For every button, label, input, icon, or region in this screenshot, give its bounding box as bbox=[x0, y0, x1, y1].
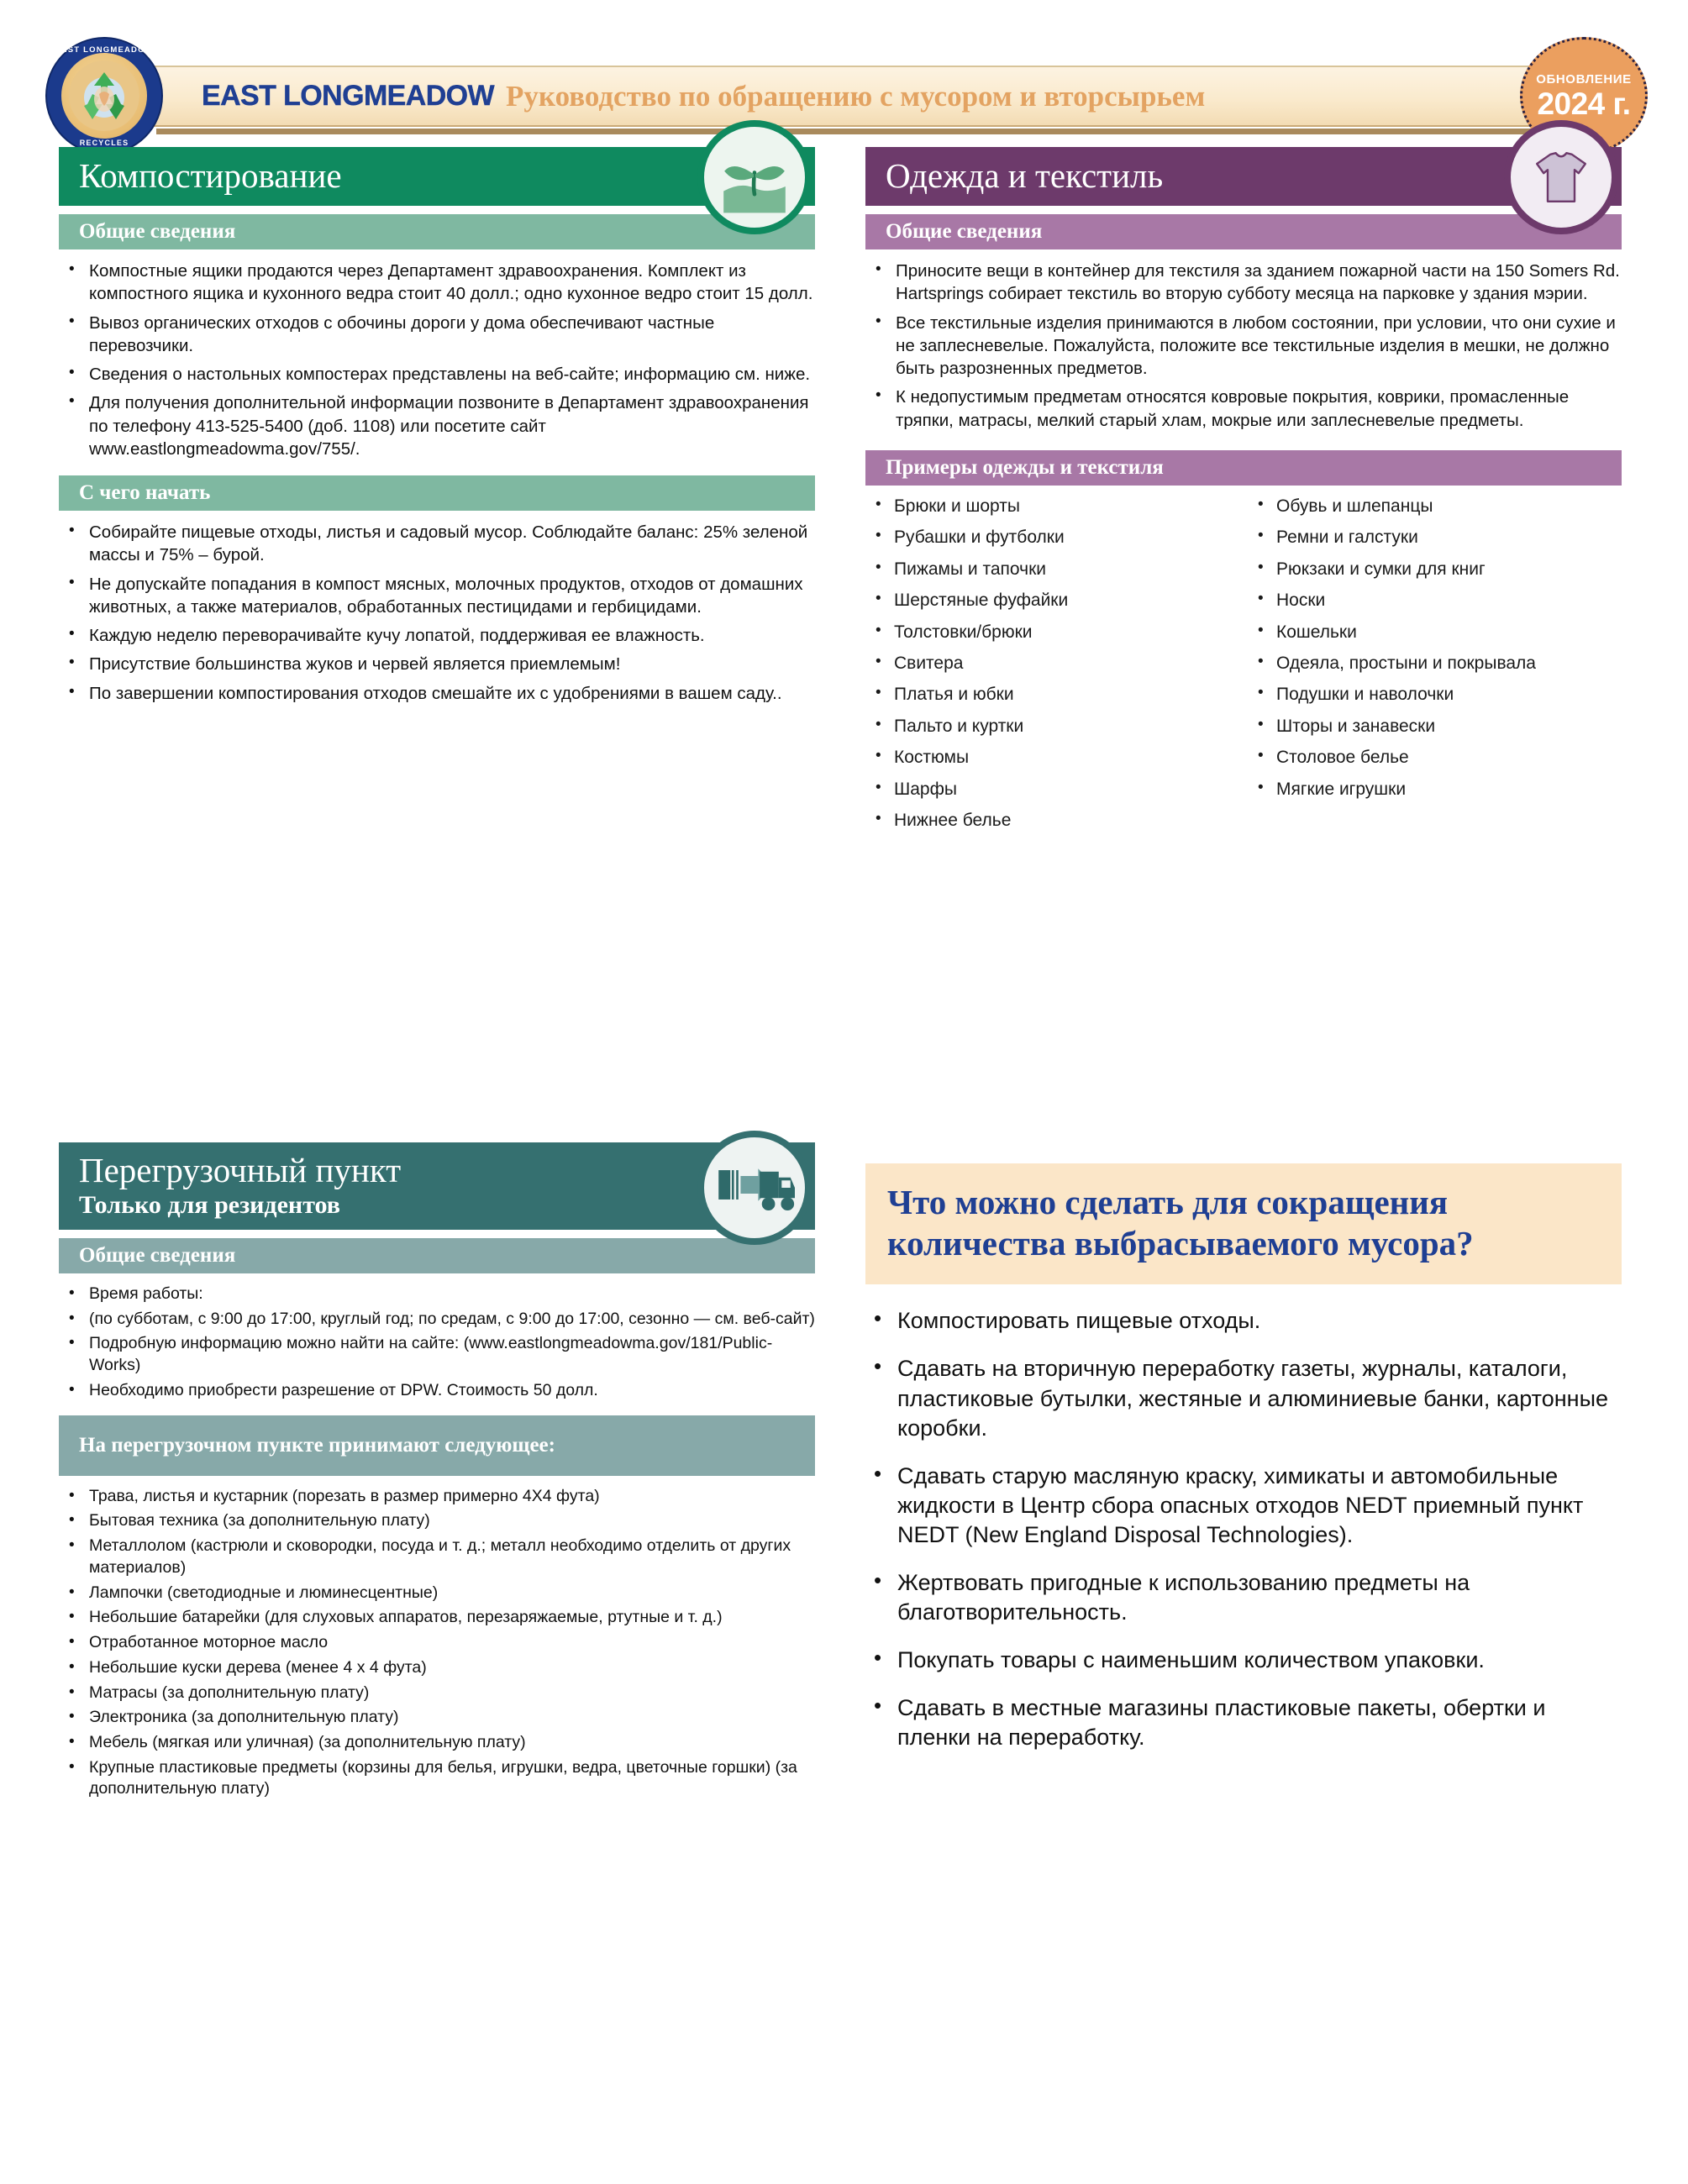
header-title-band bbox=[150, 66, 1554, 127]
textiles-title: Одежда и текстиль bbox=[886, 156, 1164, 196]
list-item: • Платья и юбки bbox=[870, 684, 1239, 706]
list-item: • Шторы и занавески bbox=[1253, 716, 1622, 738]
badge-year: 2024 г. bbox=[1537, 87, 1631, 121]
list-item: • Небольшие куски дерева (менее 4 х 4 фута) bbox=[64, 1657, 815, 1679]
list-item: • Брюки и шорты bbox=[870, 496, 1239, 517]
composting-title: Компостирование bbox=[79, 156, 342, 196]
composting-start-list bbox=[59, 521, 815, 705]
transfer-general-heading: Общие сведения bbox=[79, 1244, 236, 1268]
list-item: • Компостные ящики продаются через Департамент здравоохранения. Комплект из компостного ящика и кухонного ведра стоит 40 долл.; одно кухонное ведро стоит 15 долл. bbox=[64, 260, 815, 306]
list-item: • Шарфы bbox=[870, 779, 1239, 801]
transfer-station-subtitle: Только для резидентов bbox=[79, 1190, 341, 1219]
textiles-examples-heading: Примеры одежды и текстиля bbox=[886, 456, 1164, 479]
page-header bbox=[0, 0, 1688, 168]
transfer-general-heading-bar bbox=[59, 1238, 815, 1273]
list-item: • Необходимо приобрести разрешение от DPW. Стоимость 50 долл. bbox=[64, 1380, 815, 1402]
list-item: • Электроника (за дополнительную плату) bbox=[64, 1707, 815, 1729]
truck-icon bbox=[697, 1131, 812, 1245]
brand-name: EAST LONGMEADOW bbox=[202, 80, 494, 112]
list-item: • Подробную информацию можно найти на сайте: (www.eastlongmeadowma.gov/181/Public-Works) bbox=[64, 1333, 815, 1376]
textiles-general-heading: Общие сведения bbox=[886, 220, 1043, 244]
header-subtitle: Руководство по обращению с мусором и вторсырьем bbox=[505, 79, 1206, 113]
transfer-accepted-list bbox=[59, 1486, 815, 1801]
list-item: • Лампочки (светодиодные и люминесцентные) bbox=[64, 1583, 815, 1604]
list-item: • Шерстяные фуфайки bbox=[870, 590, 1239, 612]
list-item: • Сдавать старую масляную краску, химикаты и автомобильные жидкости в Центр сбора опасных отходов NEDT приемный пункт NEDT (New England Disposal Technologies). bbox=[870, 1462, 1622, 1550]
list-item: • Подушки и наволочки bbox=[1253, 684, 1622, 706]
list-item: • Рюкзаки и сумки для книг bbox=[1253, 559, 1622, 580]
composting-general-heading: Общие сведения bbox=[79, 220, 236, 244]
transfer-accepted-heading-bar bbox=[59, 1415, 815, 1476]
list-item: • Небольшие батарейки (для слуховых аппаратов, перезаряжаемые, ртутные и т. д.) bbox=[64, 1607, 815, 1629]
recycle-globe-icon bbox=[69, 60, 139, 131]
composting-general-heading-bar bbox=[59, 214, 815, 249]
list-item: • Мебель (мягкая или уличная) (за дополнительную плату) bbox=[64, 1732, 815, 1754]
list-item: • Сведения о настольных компостерах представлены на веб-сайте; информацию см. ниже. bbox=[64, 363, 815, 386]
transfer-station-section bbox=[59, 1142, 815, 1800]
list-item: • К недопустимым предметам относятся ковровые покрытия, коврики, промасленные тряпки, матрасы, мелкий старый хлам, мокрые или заплесневелые предметы. bbox=[870, 386, 1622, 432]
list-item: • Каждую неделю переворачивайте кучу лопатой, поддерживая ее влажность. bbox=[64, 624, 815, 647]
textiles-examples-columns bbox=[865, 496, 1622, 842]
textiles-examples-column-2 bbox=[1248, 496, 1622, 842]
list-item: • Не допускайте попадания в компост мясных, молочных продуктов, отходов от домашних животных, а также материалов, обработанных пестицидами и гербицидами. bbox=[64, 573, 815, 619]
list-item: • Сдавать в местные магазины пластиковые пакеты, обертки и пленки на переработку. bbox=[870, 1693, 1622, 1752]
list-item: • Время работы: bbox=[64, 1284, 815, 1305]
composting-general-list bbox=[59, 260, 815, 460]
textiles-general-heading-bar bbox=[865, 214, 1622, 249]
list-item: • Трава, листья и кустарник (порезать в размер примерно 4Х4 фута) bbox=[64, 1486, 815, 1508]
reduce-heading: Что можно сделать для сокращения количества выбрасываемого мусора? bbox=[887, 1183, 1474, 1263]
list-item: • Столовое белье bbox=[1253, 747, 1622, 769]
textiles-examples-heading-bar bbox=[865, 450, 1622, 486]
textiles-section bbox=[865, 147, 1622, 842]
list-item: • Присутствие большинства жуков и червей является приемлемым! bbox=[64, 653, 815, 675]
list-item: • Металлолом (кастрюли и сковородки, посуда и т. д.; металл необходимо отделить от других материалов) bbox=[64, 1536, 815, 1578]
list-item: • (по субботам, с 9:00 до 17:00, круглый год; по средам, с 9:00 до 17:00, сезонно — см. веб-сайт) bbox=[64, 1309, 815, 1331]
list-item: • Все текстильные изделия принимаются в любом состоянии, при условии, что они сухие и не заплесневелые. Пожалуйста, положите все текстильные изделия в мешки, не должно быть разрозненных предметов. bbox=[870, 312, 1622, 381]
list-item: • Свитера bbox=[870, 653, 1239, 675]
list-item: • Пижамы и тапочки bbox=[870, 559, 1239, 580]
list-item: • Отработанное моторное масло bbox=[64, 1632, 815, 1654]
composting-start-heading-bar bbox=[59, 475, 815, 511]
seal-text-bottom: RECYCLES bbox=[79, 139, 129, 147]
east-longmeadow-recycles-seal-logo bbox=[47, 39, 161, 153]
list-item: • Нижнее белье bbox=[870, 810, 1239, 832]
list-item: • По завершении компостирования отходов смешайте их с удобрениями в вашем саду.. bbox=[64, 682, 815, 705]
list-item: • Обувь и шлепанцы bbox=[1253, 496, 1622, 517]
transfer-accepted-heading: На перегрузочном пункте принимают следующее: bbox=[79, 1433, 555, 1457]
list-item: • Сдавать на вторичную переработку газеты, журналы, каталоги, пластиковые бутылки, жестяные и алюминиевые банки, картонные коробки. bbox=[870, 1354, 1622, 1442]
list-item: • Матрасы (за дополнительную плату) bbox=[64, 1683, 815, 1704]
list-item: • Рубашки и футболки bbox=[870, 527, 1239, 549]
list-item: • Покупать товары с наименьшим количеством упаковки. bbox=[870, 1646, 1622, 1675]
transfer-station-title: Перегрузочный пункт bbox=[79, 1151, 402, 1190]
list-item: • Бытовая техника (за дополнительную плату) bbox=[64, 1510, 815, 1532]
list-item: • Одеяла, простыни и покрывала bbox=[1253, 653, 1622, 675]
list-item: • Компостировать пищевые отходы. bbox=[870, 1306, 1622, 1336]
list-item: • Собирайте пищевые отходы, листья и садовый мусор. Соблюдайте баланс: 25% зеленой массы и 75% – бурой. bbox=[64, 521, 815, 567]
tshirt-icon bbox=[1504, 120, 1618, 234]
reduce-waste-panel bbox=[865, 1163, 1622, 1753]
list-item: • Жертвовать пригодные к использованию предметы на благотворительность. bbox=[870, 1568, 1622, 1627]
list-item: • Вывоз органических отходов с обочины дороги у дома обеспечивают частные перевозчики. bbox=[64, 312, 815, 358]
sprout-icon bbox=[697, 120, 812, 234]
list-item: • Костюмы bbox=[870, 747, 1239, 769]
list-item: • Пальто и куртки bbox=[870, 716, 1239, 738]
list-item: • Ремни и галстуки bbox=[1253, 527, 1622, 549]
list-item: • Носки bbox=[1253, 590, 1622, 612]
transfer-general-list bbox=[59, 1284, 815, 1402]
badge-label: ОБНОВЛЕНИЕ bbox=[1536, 72, 1632, 87]
list-item: • Для получения дополнительной информации позвоните в Департамент здравоохранения по телефону 413-525-5400 (доб. 1108) или посетите сайт www.eastlongmeadowma.gov/755/. bbox=[64, 391, 815, 460]
textiles-general-list bbox=[865, 260, 1622, 432]
list-item: • Кошельки bbox=[1253, 622, 1622, 643]
seal-text-top: EAST LONGMEADOW bbox=[55, 45, 154, 55]
list-item: • Приносите вещи в контейнер для текстиля за зданием пожарной части на 150 Somers Rd. Hartsprings собирает текстиль во вторую субботу месяца на парковке у здания мэрии. bbox=[870, 260, 1622, 306]
reduce-list bbox=[865, 1306, 1622, 1752]
textiles-examples-column-1 bbox=[865, 496, 1239, 842]
reduce-heading-box bbox=[865, 1163, 1622, 1284]
composting-start-heading: С чего начать bbox=[79, 481, 211, 505]
list-item: • Мягкие игрушки bbox=[1253, 779, 1622, 801]
list-item: • Толстовки/брюки bbox=[870, 622, 1239, 643]
composting-section bbox=[59, 147, 815, 705]
list-item: • Крупные пластиковые предметы (корзины для белья, игрушки, ведра, цветочные горшки) (за дополнительную плату) bbox=[64, 1757, 815, 1800]
